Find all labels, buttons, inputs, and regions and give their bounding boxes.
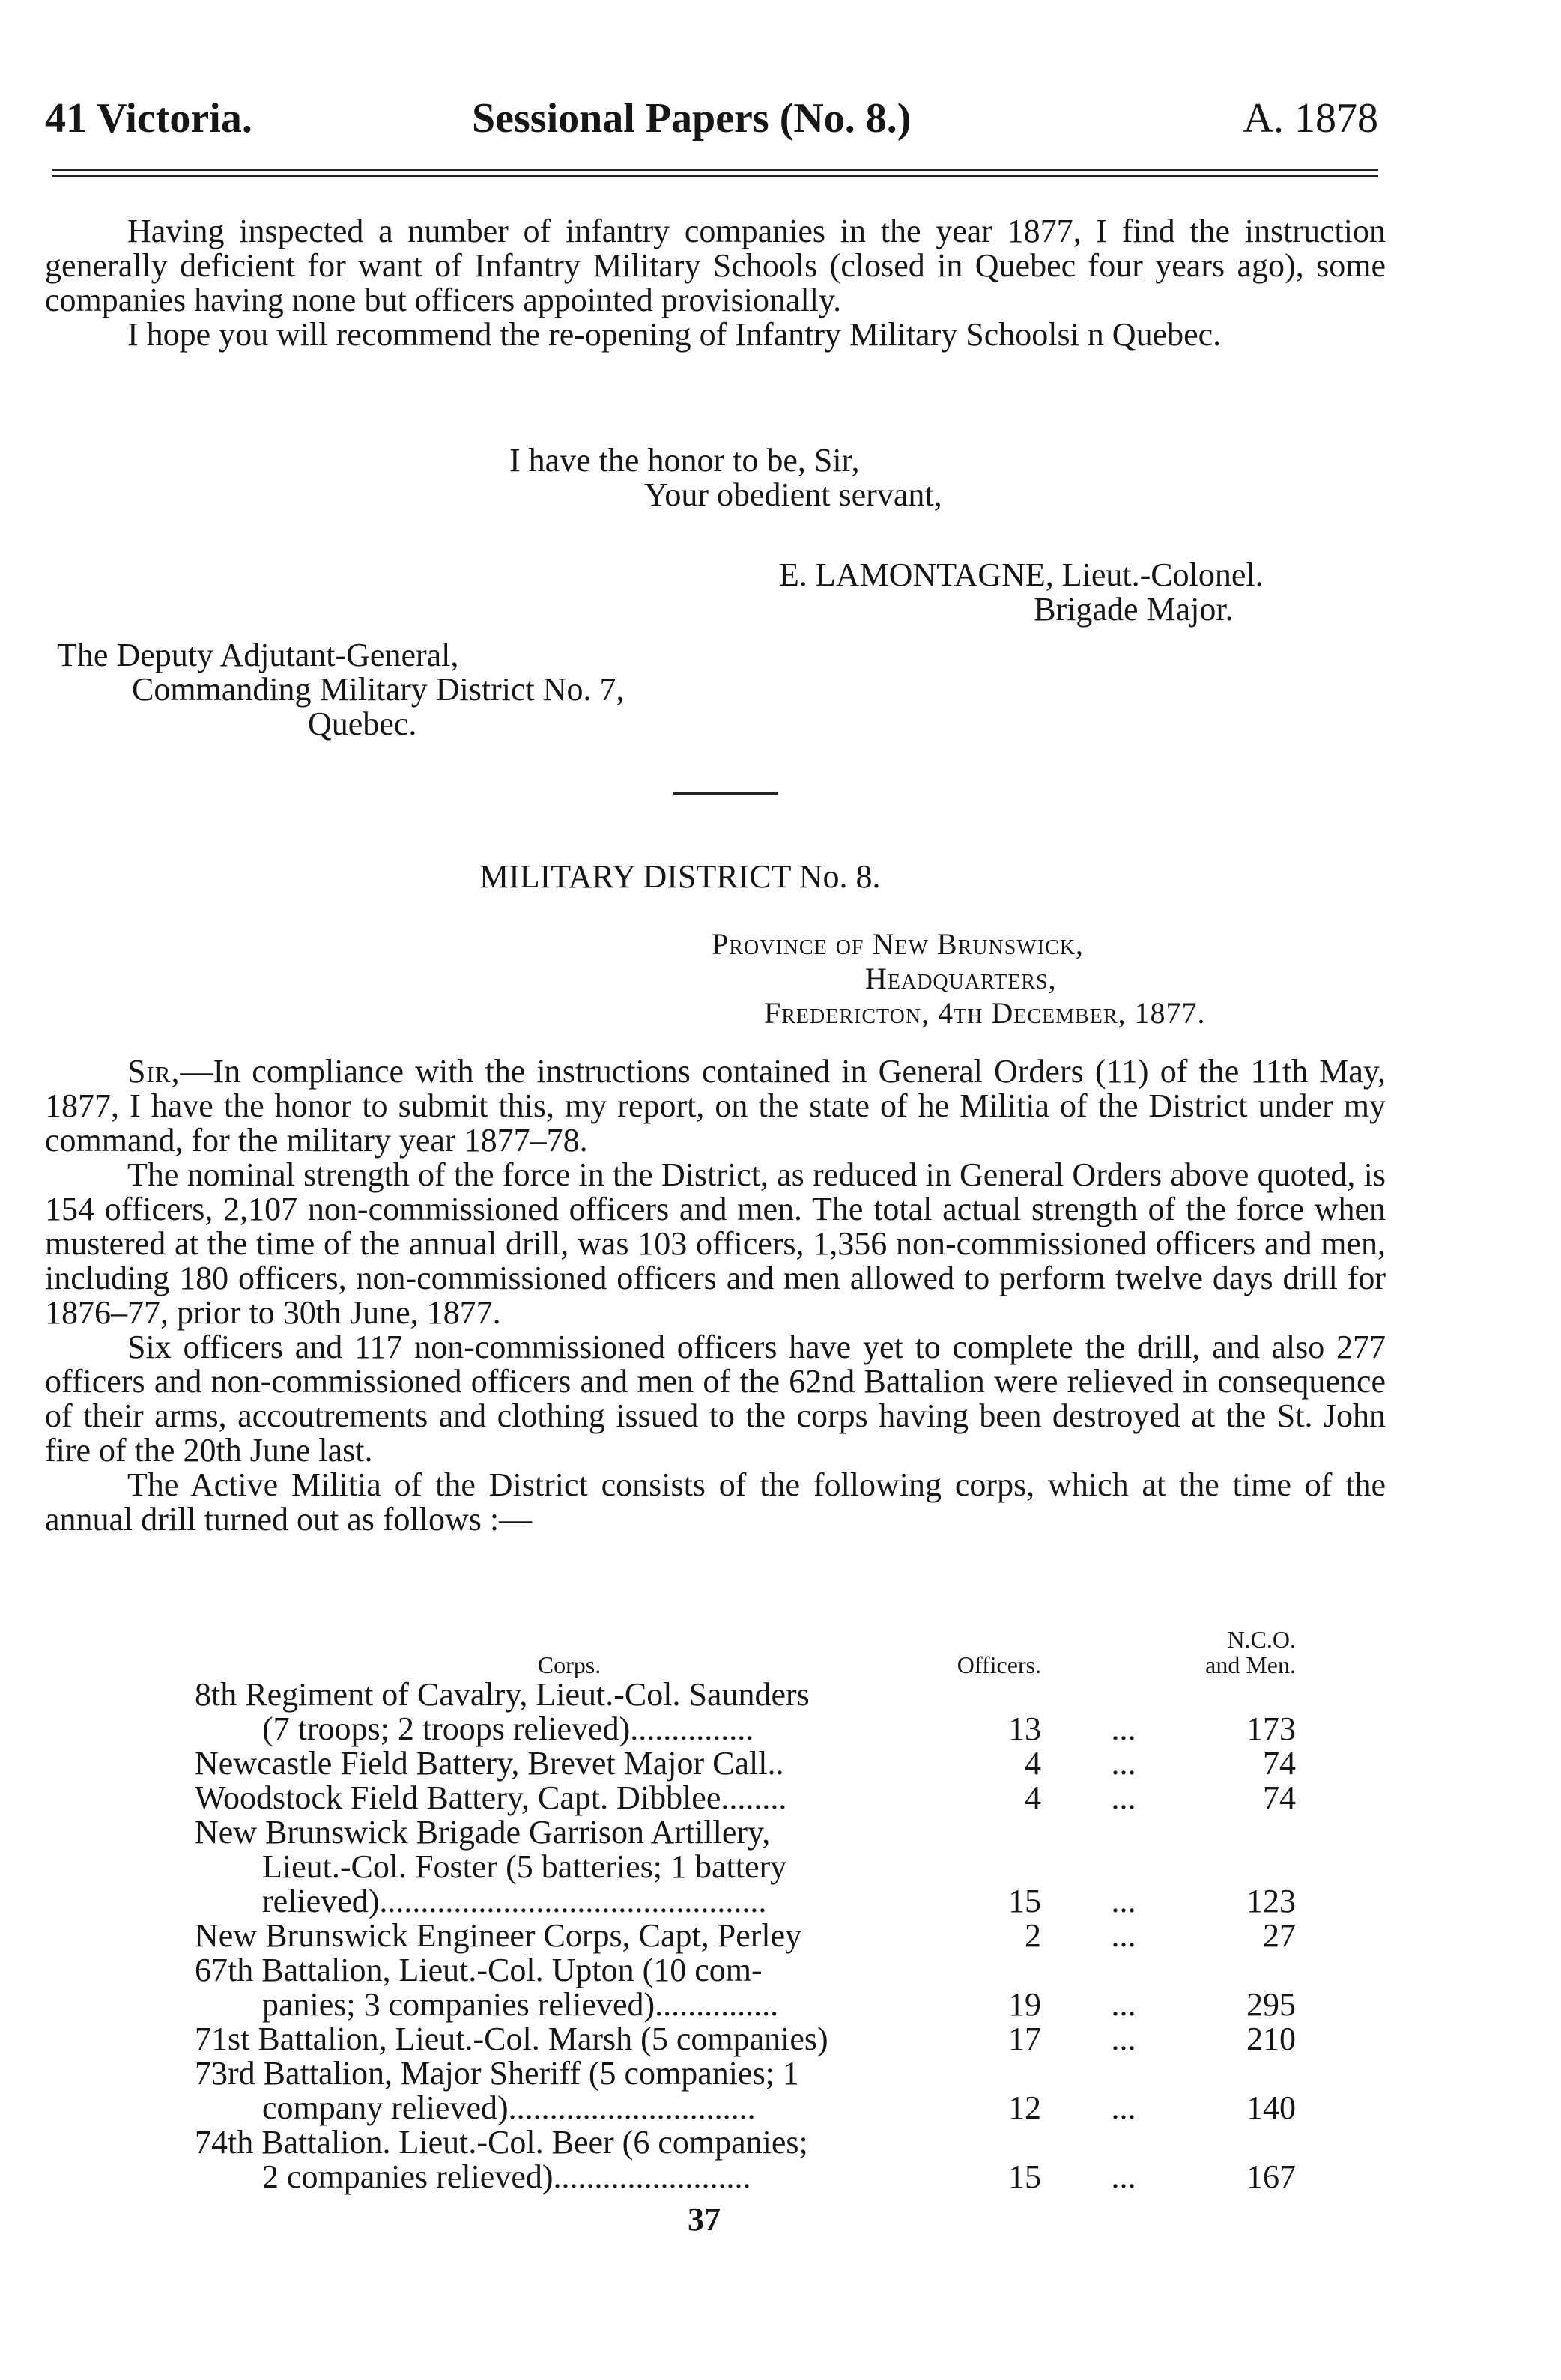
corps-name: [195, 2125, 944, 2194]
corps-name-line: 8th Regiment of Cavalry, Lieut.-Col. Saunders: [195, 1676, 810, 1713]
nco-men-count: 123: [1246, 1883, 1296, 1919]
corps-name: [195, 1678, 944, 1746]
corps-name: [195, 1815, 944, 1919]
officers-count: 4: [1025, 1745, 1041, 1782]
corps-name: [195, 1919, 944, 1953]
addressee-line: Commanding Military District No. 7,: [132, 671, 625, 708]
column-header-nco: [1176, 1627, 1296, 1678]
dot-leader: ...: [1111, 1779, 1136, 1816]
letter-paragraph: I hope you will recommend the re-opening of Infantry Military Schoolsi n Quebec.: [127, 316, 1222, 353]
addressee-block: [57, 638, 625, 741]
nco-men-count: 167: [1246, 2158, 1296, 2195]
table-row: [195, 1953, 1296, 2022]
corps-name-line: company relieved)..............................: [262, 2089, 756, 2126]
dot-leader: ...: [1111, 2089, 1136, 2126]
corps-name: [195, 2056, 944, 2125]
report-paragraph: Six officers and 117 non-commissioned officers have yet to complete the drill, and also 277 officers and non-commissioned officers and men of the 62nd Battalion were relieved in consequence of their arms, accoutrements and clothing issued to the corps having been destroyed at the St. John fire of the 20th June last.: [45, 1329, 1386, 1469]
officers-count: 12: [1008, 2089, 1041, 2126]
nco-men-count: 295: [1246, 1986, 1296, 2023]
corps-name-line: 2 companies relieved)........................: [262, 2158, 751, 2195]
running-header: [45, 88, 1378, 148]
corps-name-line: New Brunswick Engineer Corps, Capt, Perley: [195, 1917, 802, 1954]
officers-count: 17: [1008, 2021, 1041, 2057]
nco-men-count: 27: [1263, 1917, 1296, 1954]
column-header-officers: Officers.: [957, 1651, 1041, 1678]
table-row: [195, 1746, 1296, 1781]
salutation: Sir,: [127, 1053, 181, 1090]
corps-name-line: Lieut.-Col. Foster (5 batteries; 1 battery: [262, 1848, 787, 1885]
section-title: MILITARY DISTRICT No. 8.: [479, 858, 881, 895]
corps-name-line: 74th Battalion. Lieut.-Col. Beer (6 companies;: [195, 2124, 808, 2161]
officers-count: 4: [1025, 1779, 1041, 1816]
report-body: [45, 1054, 1386, 1537]
table-row: [195, 1815, 1296, 1919]
corps-name-line: 71st Battalion, Lieut.-Col. Marsh (5 companies): [195, 2021, 828, 2057]
nco-men-count: 74: [1263, 1779, 1296, 1816]
corps-name-line: Newcastle Field Battery, Brevet Major Call..: [195, 1745, 784, 1782]
section-divider: [673, 792, 778, 795]
corps-name-line: relieved)...............................................: [262, 1883, 767, 1919]
header-volume: 41 Victoria.: [45, 95, 252, 142]
signature-title: Brigade Major.: [1034, 591, 1234, 628]
officers-count: 13: [1008, 1710, 1041, 1747]
nco-men-count: 140: [1246, 2089, 1296, 2126]
page-body: [45, 214, 1386, 352]
corps-name-line: 67th Battalion, Lieut.-Col. Upton (10 com-: [195, 1952, 763, 1988]
nco-men-count: 210: [1246, 2021, 1296, 2057]
dot-leader: ...: [1111, 1745, 1136, 1782]
table-body: [195, 1678, 1296, 2194]
table-row: [195, 1919, 1296, 1953]
corps-name-line: panies; 3 companies relieved)...............: [262, 1986, 779, 2023]
corps-name-line: New Brunswick Brigade Garrison Artillery,: [195, 1814, 771, 1851]
closing-line: I have the honor to be, Sir,: [509, 442, 860, 479]
address-line: Province of New Brunswick,: [712, 927, 1084, 961]
table-row: [195, 2022, 1296, 2056]
header-year: A. 1878: [1243, 95, 1378, 142]
corps-table-wrapper: [195, 1627, 1296, 2194]
corps-name: [195, 1746, 944, 1781]
column-header-corps: Corps.: [537, 1651, 601, 1678]
header-rule-bottom: [52, 175, 1378, 177]
table-row: [195, 1678, 1296, 1746]
corps-name: [195, 1953, 944, 2022]
dot-leader: ...: [1111, 1986, 1136, 2023]
nco-men-count: 173: [1246, 1710, 1296, 1747]
page-number: 37: [688, 2201, 721, 2238]
address-line: Fredericton, 4th December, 1877.: [764, 996, 1206, 1030]
signature-block: [779, 558, 1264, 627]
report-paragraph: The Active Militia of the District consists of the following corps, which at the time of the annual drill turned out as follows :—: [45, 1466, 1386, 1537]
dot-leader: ...: [1111, 1917, 1136, 1954]
corps-name: [195, 2022, 944, 2056]
column-header-nco-line: N.C.O.: [1227, 1626, 1296, 1653]
addressee-line: The Deputy Adjutant-General,: [57, 637, 459, 673]
corps-name-line: Woodstock Field Battery, Capt. Dibblee........: [195, 1779, 787, 1816]
table-row: [195, 2056, 1296, 2125]
nco-men-count: 74: [1263, 1745, 1296, 1782]
dot-leader: ...: [1111, 1710, 1136, 1747]
address-block: [712, 927, 1206, 1030]
table-header-row: [195, 1627, 1296, 1678]
report-paragraph: [45, 1054, 1386, 1158]
dot-leader: ...: [1111, 2158, 1136, 2195]
column-header-nco-line: and Men.: [1205, 1651, 1296, 1678]
officers-count: 2: [1025, 1917, 1041, 1954]
header-title: Sessional Papers (No. 8.): [472, 95, 912, 142]
dot-leader: ...: [1111, 1883, 1136, 1919]
corps-name-line: (7 troops; 2 troops relieved)...............: [262, 1710, 754, 1747]
corps-name: [195, 1781, 944, 1815]
report-text: —In compliance with the instructions contained in General Orders (11) of the 11th May, 1877, I have the honor to submit this, my report, on the state of he Militia of the District under my command, for the military year 1877–78.: [45, 1053, 1386, 1159]
officers-count: 15: [1008, 1883, 1041, 1919]
closing-line: Your obedient servant,: [644, 476, 942, 513]
report-paragraph: The nominal strength of the force in the District, as reduced in General Orders above quoted, is 154 officers, 2,107 non-commissioned officers and men. The total actual strength of the force when mustered at the time of the annual drill, was 103 officers, 1,356 non-commissioned officers and men, including 180 officers, non-commissioned officers and men allowed to perform twelve days drill for 1876–77, prior to 30th June, 1877.: [45, 1156, 1386, 1331]
corps-name-line: 73rd Battalion, Major Sheriff (5 companies; 1: [195, 2055, 799, 2092]
header-rule-top: [52, 169, 1378, 171]
table-row: [195, 1781, 1296, 1815]
officers-count: 15: [1008, 2158, 1041, 2195]
signature: E. LAMONTAGNE, Lieut.-Colonel.: [779, 556, 1264, 593]
address-line: Headquarters,: [865, 962, 1057, 995]
corps-table: [195, 1627, 1296, 2194]
closing-block: [509, 443, 942, 512]
officers-count: 19: [1008, 1986, 1041, 2023]
addressee-line: Quebec.: [308, 705, 417, 742]
letter-paragraph: Having inspected a number of infantry companies in the year 1877, I find the instruction generally deficient for want of Infantry Military Schools (closed in Quebec four years ago), some companies having none but officers appointed provisionally.: [45, 213, 1386, 318]
dot-leader: ...: [1111, 2021, 1136, 2057]
table-row: [195, 2125, 1296, 2194]
